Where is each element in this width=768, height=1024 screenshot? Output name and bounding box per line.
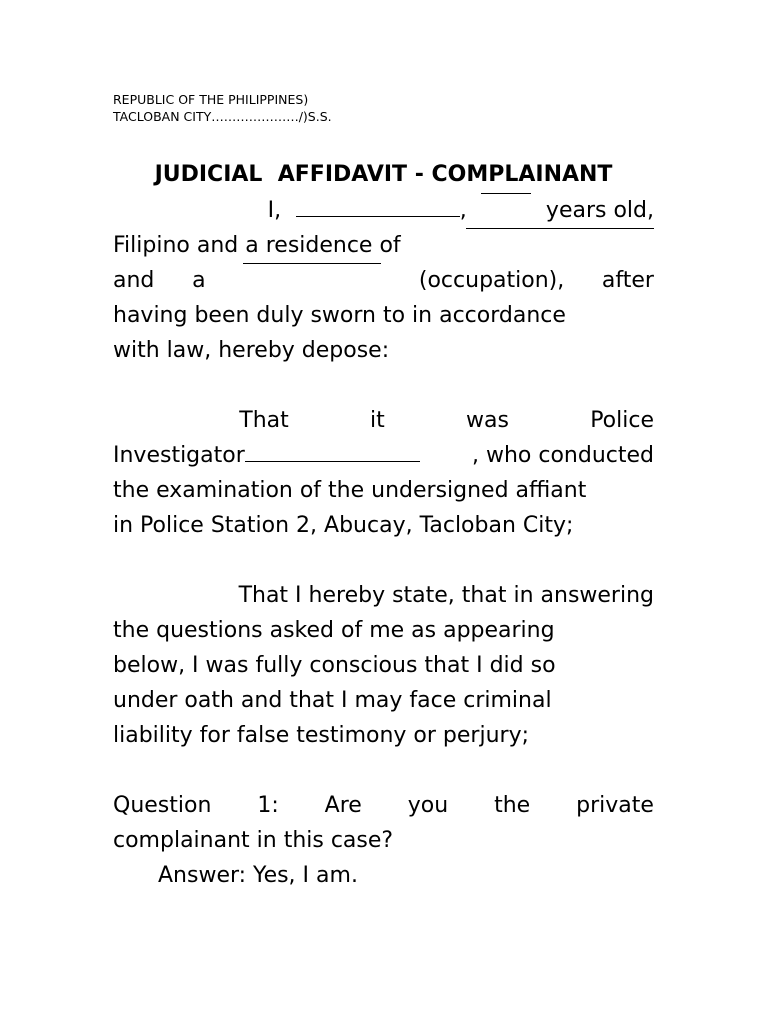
para3-line-1: That I hereby state, that in answering [238,583,654,608]
header-city: TACLOBAN CITY…………………/)S.S. [113,109,332,124]
intro-line-5: with law, hereby depose: [113,338,390,363]
intro-line-2: Filipino and a residence of [113,228,654,263]
document-body [113,193,654,893]
header-republic: REPUBLIC OF THE PHILIPPINES) [113,92,309,107]
intro-line-1: I, , years old, [113,193,654,228]
age-blank[interactable] [481,193,531,194]
para2-line-3: the examination of the undersigned affiant [113,478,587,503]
para3-line-3: below, I was fully conscious that I did so [113,653,556,678]
para2-line-1: That it was Police [239,408,654,433]
document-title: JUDICIAL AFFIDAVIT - COMPLAINANT [154,162,613,187]
answer-1: Answer: Yes, I am. [158,863,358,888]
investigator-paragraph [113,403,654,543]
document-header [113,91,332,125]
para3-line-4: under oath and that I may face criminal [113,688,552,713]
oath-paragraph [113,578,654,753]
para3-line-2: the questions asked of me as appearing [113,618,555,643]
intro-paragraph [113,193,654,368]
investigator-blank[interactable] [245,461,420,462]
para3-line-5: liability for false testimony or perjury; [113,723,530,748]
name-blank[interactable] [296,216,460,217]
question-1 [113,788,654,893]
para2-line-2: Investigator , who conducted [113,443,654,468]
question-1-line-2: complainant in this case? [113,828,394,853]
question-1-line-1: Question 1: Are you the private [113,793,654,818]
occupation-blank[interactable] [243,263,381,264]
para2-line-4: in Police Station 2, Abucay, Tacloban City; [113,513,574,538]
intro-line-3: and a (occupation), after [113,263,654,298]
intro-line-4: having been duly sworn to in accordance [113,303,566,328]
residence-blank[interactable] [466,228,654,229]
